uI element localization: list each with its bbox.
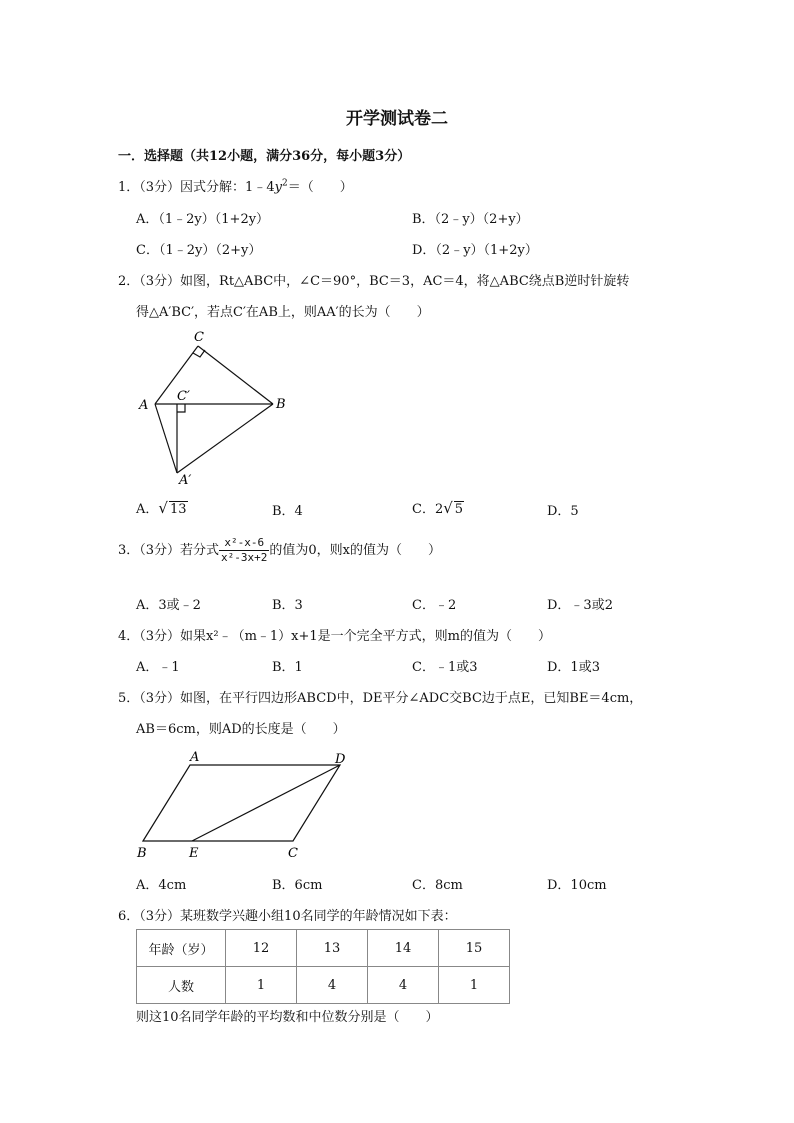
table-cell: 人数 <box>137 967 226 1004</box>
page-title: 开学测试卷二 <box>346 109 448 129</box>
table-cell: 13 <box>297 930 368 967</box>
table-row <box>137 967 510 1004</box>
q2-option-c-prefix: C．2 <box>412 502 444 517</box>
q4-option-b[interactable]: B．1 <box>272 660 303 675</box>
table-cell: 15 <box>439 930 510 967</box>
label-a: A <box>190 750 200 765</box>
q1-option-b[interactable]: B．（2﹣y）（2+y） <box>412 212 529 227</box>
label-b: B <box>137 846 147 861</box>
q3-stem <box>118 536 441 565</box>
q3-fraction <box>219 536 269 565</box>
q3-numerator: x²-x-6 <box>219 536 269 551</box>
q1-stem-var: y <box>274 180 282 195</box>
age-table <box>136 929 510 1004</box>
q2-option-a-radicand: 13 <box>169 502 187 517</box>
q2-option-d[interactable]: D．5 <box>547 504 579 519</box>
q3-option-c[interactable]: C．﹣2 <box>412 598 457 613</box>
q6-after: 则这10名同学年龄的平均数和中位数分别是（ ） <box>136 1010 439 1025</box>
q1-stem-post: ＝（ ） <box>287 180 353 195</box>
q1-stem-pre: 1．（3分）因式分解：1﹣4 <box>118 180 275 195</box>
q4-stem: 4．（3分）如果x²﹣（m﹣1）x+1是一个完全平方式，则m的值为（ ） <box>118 629 552 644</box>
label-b: B <box>276 397 286 412</box>
table-cell: 14 <box>368 930 439 967</box>
sqrt-icon: √ <box>443 499 453 517</box>
q2-line2: 得△A′BC′，若点C′在AB上，则AA′的长为（ ） <box>136 305 430 320</box>
q2-option-a[interactable] <box>136 498 188 517</box>
q1-option-a[interactable]: A．（1﹣2y）（1+2y） <box>136 212 270 227</box>
q2-option-c[interactable] <box>412 498 464 517</box>
edge-cb <box>198 346 273 404</box>
segment-de <box>192 765 340 841</box>
table-cell: 4 <box>297 967 368 1004</box>
q1-stem <box>118 176 353 195</box>
q5-option-b[interactable]: B．6cm <box>272 878 323 893</box>
sqrt-icon: √ <box>158 499 168 517</box>
q5-option-c[interactable]: C．8cm <box>412 878 463 893</box>
q6-stem: 6．（3分）某班数学兴趣小组10名同学的年龄情况如下表： <box>118 909 457 924</box>
q3-stem-pre: 3．（3分）若分式 <box>118 543 220 558</box>
q5-line1: 5．（3分）如图，在平行四边形ABCD中，DE平分∠ADC交BC边于点E，已知BE＝4cm， <box>118 691 643 706</box>
q2-option-c-radicand: 5 <box>454 502 464 517</box>
edge-apb <box>177 404 273 473</box>
q5-option-d[interactable]: D．10cm <box>547 878 607 893</box>
q1-stem-exp: 2 <box>281 178 288 189</box>
table-cell: 12 <box>226 930 297 967</box>
table-cell: 1 <box>226 967 297 1004</box>
q5-option-a[interactable]: A．4cm <box>136 878 187 893</box>
q3-denominator: x²-3x+2 <box>221 551 268 564</box>
q2-line1: 2．（3分）如图，Rt△ABC中，∠C＝90°，BC＝3，AC＝4，将△ABC绕点B逆时针旋转 <box>118 274 630 289</box>
label-c: C <box>194 330 204 345</box>
label-a-prime: A′ <box>179 473 192 488</box>
edge-aap <box>155 404 177 473</box>
q3-option-d[interactable]: D．﹣3或2 <box>547 598 613 613</box>
q5-line2: AB＝6cm，则AD的长度是（ ） <box>136 722 346 737</box>
table-cell: 1 <box>439 967 510 1004</box>
section-heading: 一．选择题（共12小题，满分36分，每小题3分） <box>118 149 411 164</box>
q4-option-a[interactable]: A．﹣1 <box>136 660 180 675</box>
q3-stem-post: 的值为0，则x的值为（ ） <box>269 543 442 558</box>
label-e: E <box>189 846 199 861</box>
q2-triangle-figure <box>130 325 300 490</box>
q2-option-a-prefix: A． <box>136 502 159 517</box>
q3-option-a[interactable]: A．3或﹣2 <box>136 598 201 613</box>
label-c-prime: C′ <box>177 389 190 404</box>
label-a: A <box>139 398 149 413</box>
q4-option-d[interactable]: D．1或3 <box>547 660 600 675</box>
q2-option-b[interactable]: B．4 <box>272 504 303 519</box>
parallelogram-abcd <box>143 765 340 841</box>
table-cell: 年龄（岁） <box>137 930 226 967</box>
q1-option-c[interactable]: C．（1﹣2y）（2+y） <box>136 243 262 258</box>
q5-parallelogram-figure <box>132 745 357 863</box>
table-cell: 4 <box>368 967 439 1004</box>
q1-option-d[interactable]: D．（2﹣y）（1+2y） <box>412 243 538 258</box>
label-c: C <box>288 846 298 861</box>
label-d: D <box>335 752 346 767</box>
q4-option-c[interactable]: C．﹣1或3 <box>412 660 478 675</box>
right-angle-mark-cp <box>177 404 185 412</box>
table-row <box>137 930 510 967</box>
q3-option-b[interactable]: B．3 <box>272 598 303 613</box>
